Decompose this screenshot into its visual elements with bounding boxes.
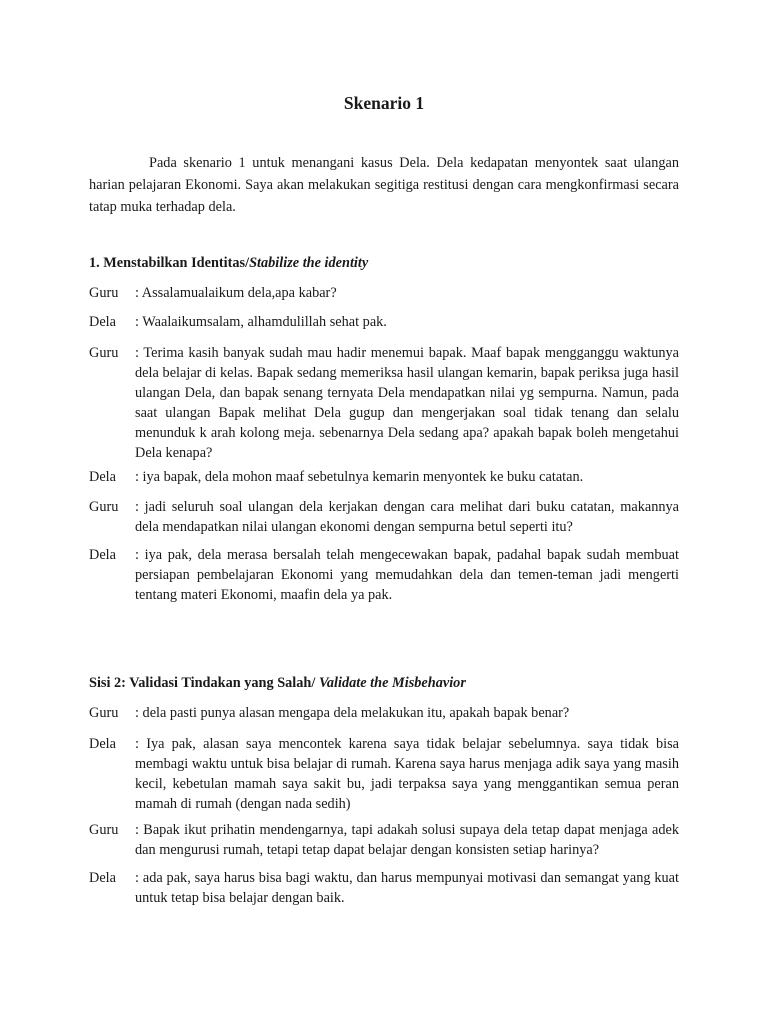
dialog-line xyxy=(89,545,679,605)
intro-paragraph: Pada skenario 1 untuk menangani kasus Dela. Dela kedapatan menyontek saat ulangan harian pelajaran Ekonomi. Saya akan melakukan segitiga restitusi dengan cara mengkonfirmasi secara tatap muka terhadap dela. xyxy=(89,155,679,215)
dialog-text: : Iya pak, alasan saya mencontek karena saya tidak belajar sebelumnya. saya tidak bisa membagi waktu untuk bisa belajar di rumah. Karena saya harus menjaga adik saya yang masih kecil, kebetulan mamah saya sakit bu, jadi terpaksa saya yang menggantikan semua peran mamah di rumah (dengan nada sedih) xyxy=(135,736,679,812)
section2-heading-text: Sisi 2: Validasi Tindakan yang Salah/ xyxy=(89,675,319,691)
dialog-text: : iya bapak, dela mohon maaf sebetulnya kemarin menyontek ke buku catatan. xyxy=(135,469,584,485)
dialog-text: : Assalamualaikum dela,apa kabar? xyxy=(135,285,337,301)
speaker-name: Guru xyxy=(89,345,119,361)
speaker-name: Dela xyxy=(89,547,116,563)
dialog-text: : Terima kasih banyak sudah mau hadir menemui bapak. Maaf bapak mengganggu waktunya dela belajar di kelas. Bapak sedang memeriksa hasil ulangan kemarin, bapak periksa juga hasil ulangan Dela, dan bapak senang ternyata Dela mendapatkan nilai yg sempurna. Namun, pada saat ulangan Bapak melihat Dela gugup dan mengerjakan soal tidak tenang dan selalu menunduk k arah kolong meja. sebenarnya Dela sedang apa? apakah bapak boleh mengetahui Dela kenapa? xyxy=(135,345,679,461)
dialog-line xyxy=(89,820,679,860)
section1-heading-text: 1. Menstabilkan Identitas/ xyxy=(89,255,250,271)
dialog-line xyxy=(89,703,679,723)
speaker-name: Dela xyxy=(89,736,116,752)
speaker-name: Guru xyxy=(89,822,119,838)
document-title: Skenario 1 xyxy=(343,93,425,113)
dialog-line xyxy=(89,467,679,487)
section2-heading-italic: Validate the Misbehavior xyxy=(318,675,466,691)
speaker-name: Dela xyxy=(89,314,116,330)
dialog-text: : dela pasti punya alasan mengapa dela melakukan itu, apakah bapak benar? xyxy=(135,705,570,721)
speaker-name: Guru xyxy=(89,499,119,515)
section2-heading xyxy=(89,673,689,693)
speaker-name: Guru xyxy=(89,705,119,721)
dialog-line xyxy=(89,312,679,332)
dialog-line xyxy=(89,868,679,908)
section1-heading xyxy=(89,253,689,273)
dialog-line xyxy=(89,734,679,814)
dialog-line xyxy=(89,497,679,537)
dialog-text: : iya pak, dela merasa bersalah telah mengecewakan bapak, padahal bapak sudah membuat persiapan pembelajaran Ekonomi yang memudahkan dela dan temen-teman jadi mengerti tentang materi Ekonomi, maafin dela ya pak. xyxy=(135,547,679,603)
dialog-line xyxy=(89,283,679,303)
speaker-name: Dela xyxy=(89,469,116,485)
dialog-text: : ada pak, saya harus bisa bagi waktu, dan harus mempunyai motivasi dan semangat yang kuat untuk tetap bisa belajar dengan baik. xyxy=(135,870,679,906)
section1-heading-italic: Stabilize the identity xyxy=(249,255,369,271)
speaker-name: Guru xyxy=(89,285,119,301)
speaker-name: Dela xyxy=(89,870,116,886)
dialog-line xyxy=(89,343,679,463)
dialog-text: : Bapak ikut prihatin mendengarnya, tapi adakah solusi supaya dela tetap dapat menjaga adek dan mengurusi rumah, tetapi tetap dapat belajar dengan konsisten setiap harinya? xyxy=(135,822,679,858)
dialog-text: : Waalaikumsalam, alhamdulillah sehat pak. xyxy=(135,314,387,330)
dialog-text: : jadi seluruh soal ulangan dela kerjakan dengan cara melihat dari buku catatan, makannya dela mendapatkan nilai ulangan ekonomi dengan sempurna betul seperti itu? xyxy=(135,499,679,535)
